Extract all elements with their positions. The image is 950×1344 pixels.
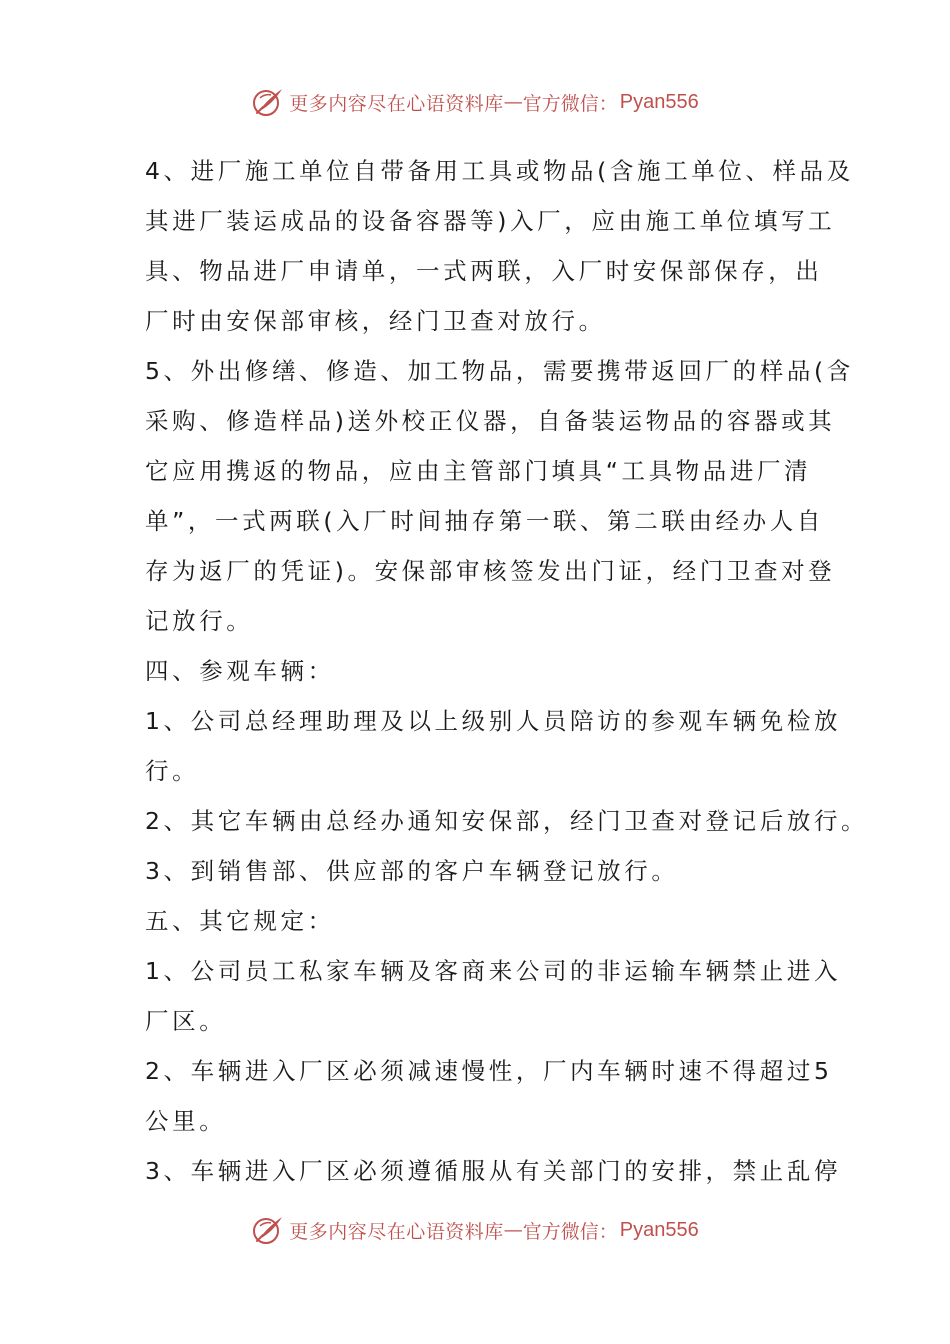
text-line: 厂区。 — [145, 1007, 227, 1035]
banner-slogan: 更多内容尽在心语资料库 — [289, 1220, 504, 1243]
banner-contact-label: 官方微信： — [522, 92, 618, 115]
text-line: 5、外出修缮、修造、加工物品，需要携带返回厂的样品(含 — [145, 357, 854, 385]
text-line: 记放行。 — [145, 607, 254, 635]
banner-contact-label: 官方微信： — [522, 1220, 618, 1243]
text-line: 采购、修造样品)送外校正仪器，自备装运物品的容器或其 — [145, 407, 836, 435]
text-line: 公里。 — [145, 1107, 227, 1135]
section-heading: 五、其它规定： — [145, 907, 335, 935]
text-line: 厂时由安保部审核，经门卫查对放行。 — [145, 307, 606, 335]
text-line: 它应用携返的物品，应由主管部门填具“工具物品进厂清 — [145, 457, 812, 485]
text-line: 行。 — [145, 757, 200, 785]
text-line: 3、到销售部、供应部的客户车辆登记放行。 — [145, 857, 679, 885]
header-banner — [0, 80, 950, 124]
text-line: 3、车辆进入厂区必须遵循服从有关部门的安排，禁止乱停 — [145, 1157, 842, 1185]
quill-logo-icon — [251, 85, 285, 119]
banner-separator: — — [503, 91, 523, 113]
text-line: 其进厂装运成品的设备容器等)入厂，应由施工单位填写工 — [145, 207, 836, 235]
section-heading: 四、参观车辆： — [145, 657, 335, 685]
text-line: 具、物品进厂申请单，一式两联，入厂时安保部保存，出 — [145, 257, 823, 285]
quill-logo-icon — [251, 1213, 285, 1247]
text-line: 2、车辆进入厂区必须减速慢性，厂内车辆时速不得超过5 — [145, 1057, 833, 1085]
document-body — [145, 146, 869, 1196]
banner-contact-id: Pyan556 — [619, 1218, 699, 1241]
banner-separator: — — [503, 1219, 523, 1241]
text-line: 1、公司员工私家车辆及客商来公司的非运输车辆禁止进入 — [145, 957, 842, 985]
text-line: 1、公司总经理助理及以上级别人员陪访的参观车辆免检放 — [145, 707, 842, 735]
banner-slogan: 更多内容尽在心语资料库 — [289, 92, 504, 115]
text-line: 2、其它车辆由总经办通知安保部，经门卫查对登记后放行。 — [145, 807, 869, 835]
text-line: 4、进厂施工单位自带备用工具或物品(含施工单位、样品及 — [145, 157, 854, 185]
banner-contact-id: Pyan556 — [619, 90, 699, 113]
footer-banner — [0, 1208, 950, 1252]
text-line: 单”，一式两联(入厂时间抽存第一联、第二联由经办人自 — [145, 507, 824, 535]
text-line: 存为返厂的凭证)。安保部审核签发出门证，经门卫查对登 — [145, 557, 836, 585]
